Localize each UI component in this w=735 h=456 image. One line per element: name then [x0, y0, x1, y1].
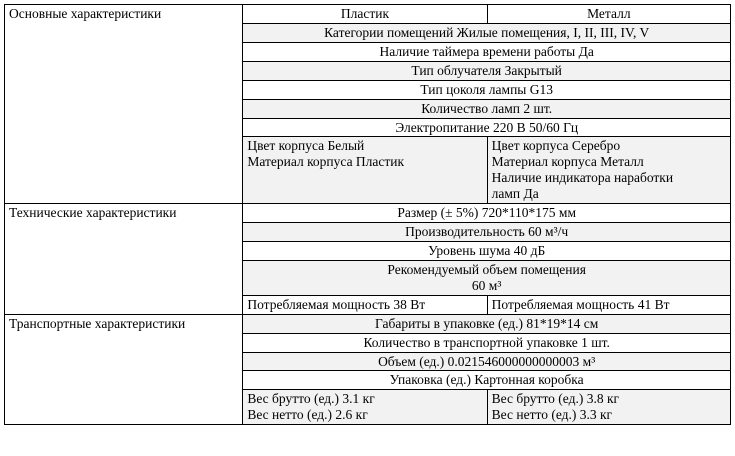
spec-row-value: [243, 118, 731, 137]
spec-text-line: Материал корпуса Металл: [491, 154, 644, 170]
spec-text-line: Потребляемая мощность 41 Вт: [491, 296, 670, 312]
spec-text-line: Объем (ед.) 0.021546000000000003 м³: [378, 353, 596, 369]
spec-text-line: ламп Да: [491, 186, 539, 202]
column-header-material-a: Пластик: [243, 5, 487, 24]
spec-text-line: Габариты в упаковке (ед.) 81*19*14 см: [375, 315, 599, 331]
spec-row-value: [243, 352, 731, 371]
spec-text-line: Вес брутто (ед.) 3.8 кг: [491, 391, 620, 407]
spec-text-line: Вес нетто (ед.) 3.3 кг: [491, 407, 613, 423]
spec-text-line: Категории помещений Жилые помещения, I, II, III, IV, V: [324, 24, 650, 40]
spec-row-value: [243, 260, 731, 295]
spec-text-line: Тип облучателя Закрытый: [411, 62, 562, 78]
spec-cell-material-b: [487, 295, 730, 314]
spec-text-line: Количество в транспортной упаковке 1 шт.: [363, 334, 610, 350]
spec-text-line: Электропитание 220 В 50/60 Гц: [395, 119, 579, 135]
spec-text-line: Производительность 60 м³/ч: [405, 224, 569, 240]
section-label: Основные характеристики: [5, 5, 243, 204]
spec-row-value: [243, 42, 731, 61]
spec-row-value: [243, 333, 731, 352]
spec-text-line: Количество ламп 2 шт.: [421, 100, 553, 116]
column-header-material-b: Металл: [487, 5, 730, 24]
spec-row-value: [243, 204, 731, 223]
spec-text-line: Наличие таймера времени работы Да: [379, 43, 594, 59]
spec-text-line: Тип цоколя лампы G13: [420, 81, 553, 97]
spec-row-value: [243, 99, 731, 118]
spec-text-line: Вес нетто (ед.) 2.6 кг: [247, 407, 368, 423]
spec-text-line: Упаковка (ед.) Картонная коробка: [389, 372, 584, 388]
spec-cell-material-a: [243, 137, 487, 204]
table-row: [5, 204, 731, 223]
spec-text-line: Уровень шума 40 дБ: [428, 242, 546, 258]
section-label: Технические характеристики: [5, 204, 243, 315]
specifications-table-body: [5, 5, 731, 425]
spec-text-line: Материал корпуса Пластик: [247, 154, 405, 170]
spec-cell-material-b: [487, 137, 730, 204]
spec-text-line: Цвет корпуса Серебро: [491, 138, 621, 154]
spec-cell-material-a: [243, 295, 487, 314]
spec-row-value: [243, 371, 731, 390]
table-row: [5, 314, 731, 333]
spec-row-value: [243, 241, 731, 260]
spec-row-value: [243, 223, 731, 242]
specifications-table: [4, 4, 731, 425]
spec-row-value: [243, 61, 731, 80]
spec-text-line: Размер (± 5%) 720*110*175 мм: [397, 205, 576, 221]
spec-text-line: Наличие индикатора наработки: [491, 170, 674, 186]
spec-text-line: Рекомендуемый объем помещения: [387, 261, 586, 277]
spec-row-value: [243, 80, 731, 99]
spec-text-line: Цвет корпуса Белый: [247, 138, 365, 154]
spec-text-line: Вес брутто (ед.) 3.1 кг: [247, 391, 375, 407]
spec-text-line: Потребляемая мощность 38 Вт: [247, 296, 426, 312]
spec-text-line: 60 м³: [471, 277, 502, 293]
section-label: Транспортные характеристики: [5, 314, 243, 425]
spec-cell-material-a: [243, 390, 487, 425]
spec-row-value: [243, 314, 731, 333]
spec-row-value: [243, 23, 731, 42]
table-row: [5, 5, 731, 24]
spec-cell-material-b: [487, 390, 730, 425]
